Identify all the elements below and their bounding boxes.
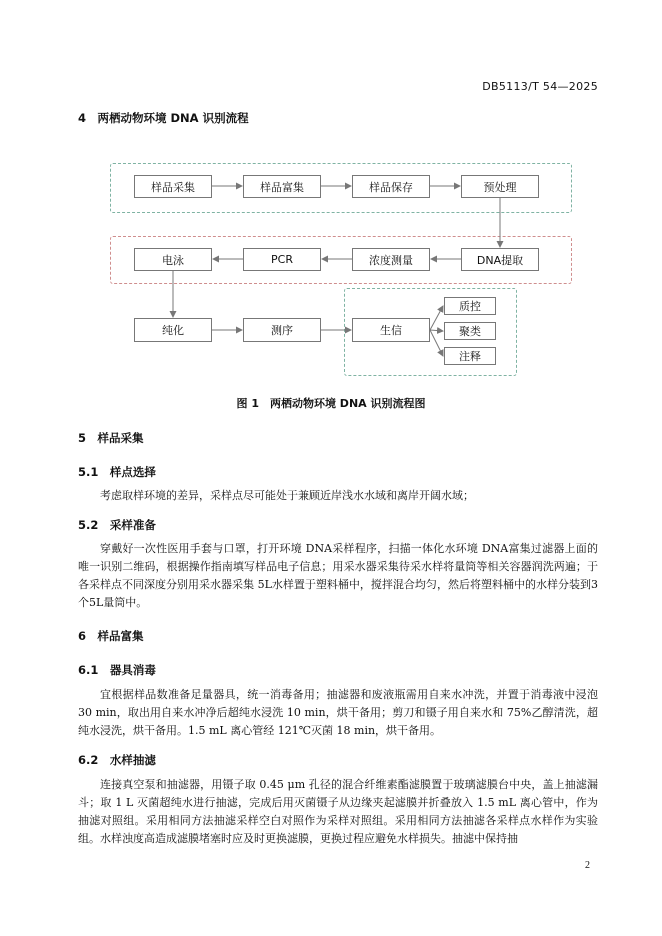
bioinfo-clustering: 聚类 — [444, 322, 496, 340]
step-sample-enrichment: 样品富集 — [243, 175, 321, 198]
section-5-title: 5 样品采集 — [78, 431, 144, 445]
bioinfo-annotation: 注释 — [444, 347, 496, 365]
arrow-bioinfo-clustering — [430, 330, 443, 331]
step-bioinformatics: 生信 — [352, 318, 430, 342]
document-code: DB5113/T 54—2025 — [482, 80, 598, 93]
step-purification: 纯化 — [134, 318, 212, 342]
section-6-1-title: 6.1 器具消毒 — [78, 663, 156, 677]
section-6-title: 6 样品富集 — [78, 629, 144, 643]
step-pcr: PCR — [243, 248, 321, 271]
figure-caption: 图 1 两栖动物环境 DNA 识别流程图 — [236, 397, 426, 410]
section-5-2-text: 穿戴好一次性医用手套与口罩，打开环境 DNA采样程序，扫描一体化水环境 DNA富集过滤器上面的唯一识别二维码，根据操作指南填写样品电子信息；用采水器采集待采水样将量筒等相关容器润洗两遍；于各采样点不同深度分别用采水器采集 5L水样置于塑料桶中，搅拌混合均匀，然后将塑料桶中的水样分装到3个5L量筒中。 — [78, 542, 598, 609]
page-number: 2 — [585, 860, 590, 871]
section-6-2-text: 连接真空泵和抽滤器，用镊子取 0.45 μm 孔径的混合纤维素酯滤膜置于玻璃滤膜台中央，盖上抽滤漏斗；取 1 L 灭菌超纯水进行抽滤，完成后用灭菌镊子从边缘夹起滤膜并折叠放入 1.5 mL 离心管中，作为抽滤对照组。采用相同方法抽滤采样空白对照作为采样对照组。采用相同方法抽滤各采样点水样作为实验组。水样浊度高造成滤膜堵塞时应及时更换滤膜，更换过程应避免水样损失。抽滤中保持抽 — [78, 778, 598, 845]
step-dna-extraction: DNA提取 — [461, 248, 539, 271]
section-4-title: 4 两栖动物环境 DNA 识别流程 — [78, 111, 249, 125]
section-5-2-title: 5.2 采样准备 — [78, 518, 156, 532]
step-sample-storage: 样品保存 — [352, 175, 430, 198]
section-6-2-title: 6.2 水样抽滤 — [78, 753, 156, 767]
section-6-1-text: 宜根据样品数准备足量器具，统一消毒备用；抽滤器和废液瓶需用自来水冲洗，并置于消毒液中浸泡 30 min，取出用自来水冲净后超纯水浸洗 10 min，烘干备用；剪刀和镊子用自来水和 75%乙醇清洗，超纯水浸洗，烘干备用。1.5 mL 离心管经 121℃灭菌 18 min，烘干备用。 — [78, 688, 598, 737]
step-concentration: 浓度测量 — [352, 248, 430, 271]
arrow-bioinfo-annotation — [430, 330, 443, 356]
section-5-1-title: 5.1 样点选择 — [78, 465, 156, 479]
section-5-1-text: 考虑取样环境的差异，采样点尽可能处于兼顾近岸浅水水域和离岸开阔水域； — [100, 489, 474, 502]
bioinfo-qc: 质控 — [444, 297, 496, 315]
flow-arrows — [0, 0, 662, 400]
step-sample-collection: 样品采集 — [134, 175, 212, 198]
arrow-bioinfo-qc — [430, 306, 443, 330]
step-sequencing: 测序 — [243, 318, 321, 342]
step-pretreatment: 预处理 — [461, 175, 539, 198]
step-electrophoresis: 电泳 — [134, 248, 212, 271]
